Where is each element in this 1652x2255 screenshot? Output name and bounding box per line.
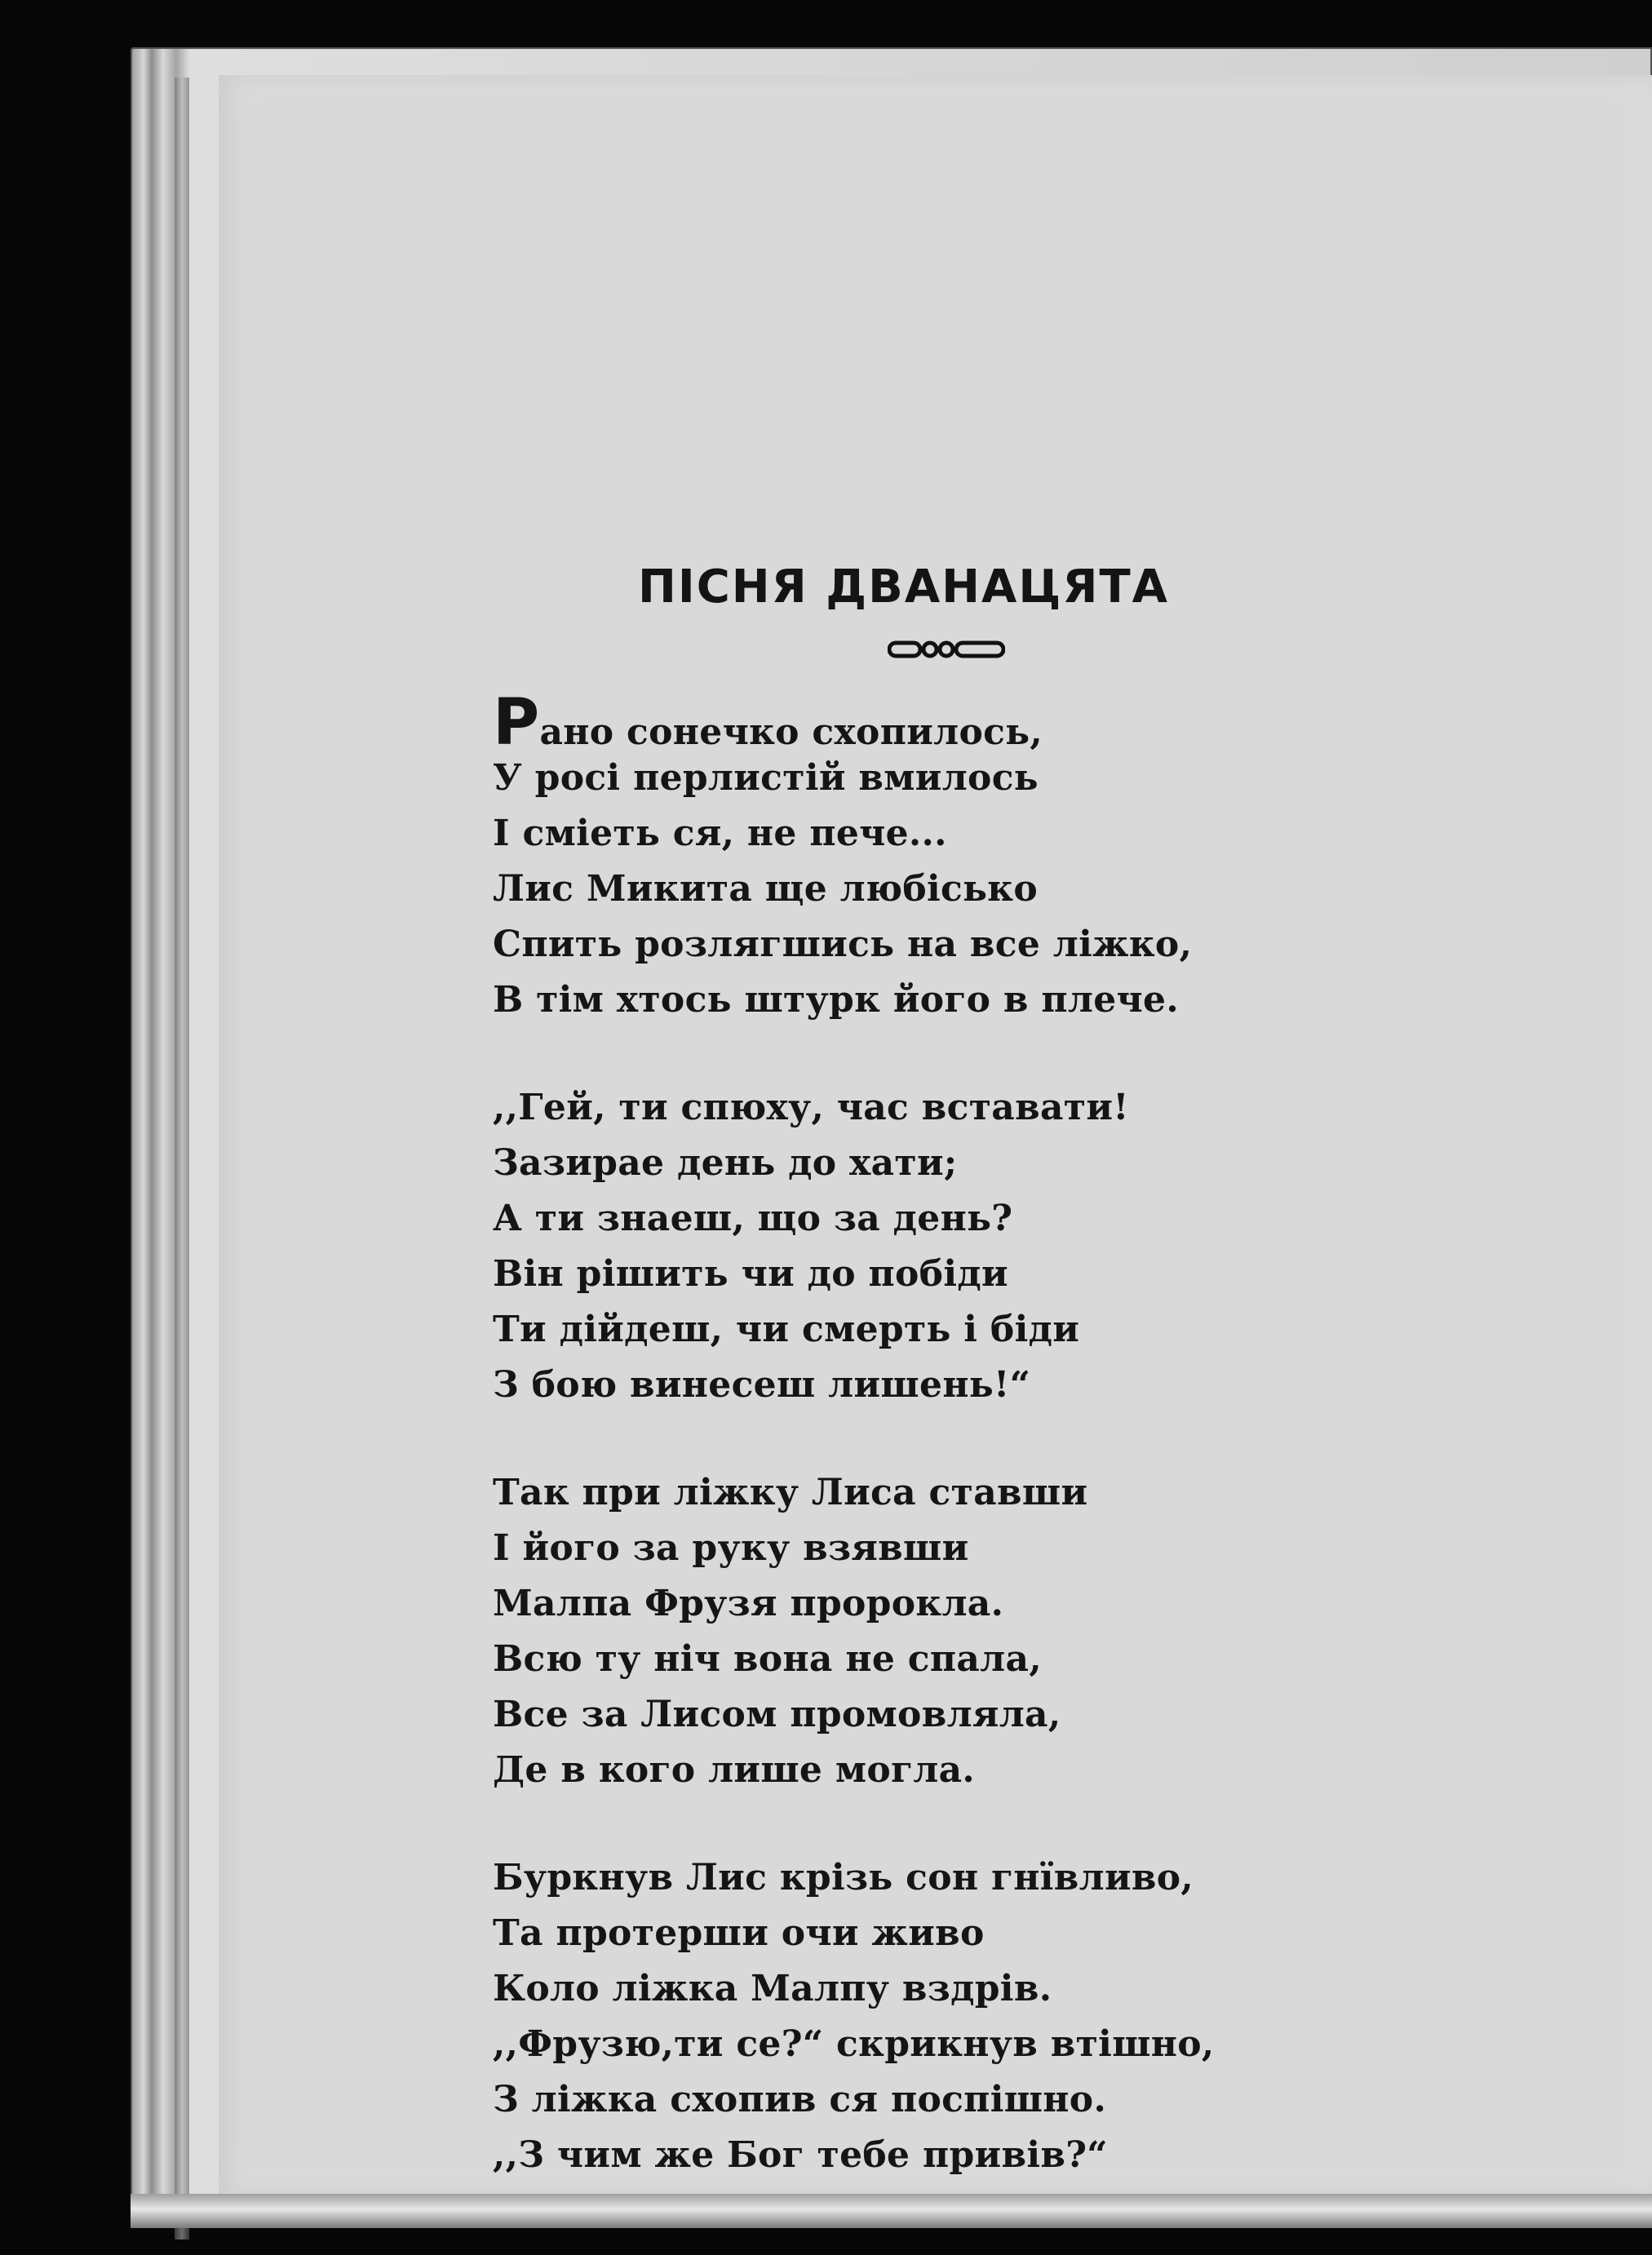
poem-line: З ліжка схопив ся поспішно. — [493, 2079, 1107, 2120]
poem-line: І його за руку взявши — [493, 1527, 969, 1569]
stanza-4 — [493, 1850, 1341, 2183]
first-line-remainder: ано сонечко схопилось, — [539, 711, 1043, 753]
poem-line: Всю ту ніч вона не спала, — [493, 1638, 1042, 1680]
poem-line: Малпа Фрузя пророкла. — [493, 1583, 1004, 1624]
poem-line: Де в кого лише могла. — [493, 1749, 976, 1791]
stanza-2 — [493, 1080, 1341, 1413]
poem-line: ,,Фрузю,ти се?“ скрикнув втішно, — [493, 2023, 1215, 2065]
stanza-3 — [493, 1465, 1341, 1798]
poem-line: Так при ліжку Лиса ставши — [493, 1472, 1088, 1513]
stanza-1 — [493, 686, 1341, 1028]
poem-line: Все за Лисом промовляла, — [493, 1694, 1061, 1735]
poem-line: ,,Гей, ти спюху, час вставати! — [493, 1087, 1129, 1128]
chapter-title: ПІСНЯ ДВАНАЦЯТА — [638, 560, 1170, 614]
poem-line: Він рішить чи до побіди — [493, 1253, 1008, 1295]
poem-line: Спить розлягшись на все ліжко, — [493, 924, 1193, 965]
poem-line: ,,З чим же Бог тебе привів?“ — [493, 2134, 1108, 2176]
poem-line: А ти знаеш, що за день? — [493, 1198, 1013, 1239]
poem-line — [493, 686, 1341, 760]
poem-line: Та протерши очи живо — [493, 1912, 985, 1954]
drop-cap-r: Р — [493, 686, 540, 760]
poem-line: В тім хтось штурк його в плече. — [493, 979, 1179, 1021]
poem-body — [493, 686, 1341, 2235]
poem-line: Лис Микита ще любісько — [493, 868, 1038, 910]
ornament-icon — [888, 636, 1005, 662]
poem-line: Коло ліжка Малпу вздрів. — [493, 1968, 1052, 2009]
poem-line: Ти дійдеш, чи смерть і біди — [493, 1309, 1080, 1350]
book-binding-edge — [175, 78, 189, 2239]
poem-line: І сміеть ся, не пече... — [493, 813, 947, 854]
poem-line: З бою винесеш лишень!“ — [493, 1364, 1031, 1406]
poem-line: Зазирае день до хати; — [493, 1142, 958, 1184]
poem-line: Буркнув Лис крізь сон гнївливо, — [493, 1857, 1194, 1898]
poem-line: У росі перлистій вмилось — [493, 757, 1039, 799]
